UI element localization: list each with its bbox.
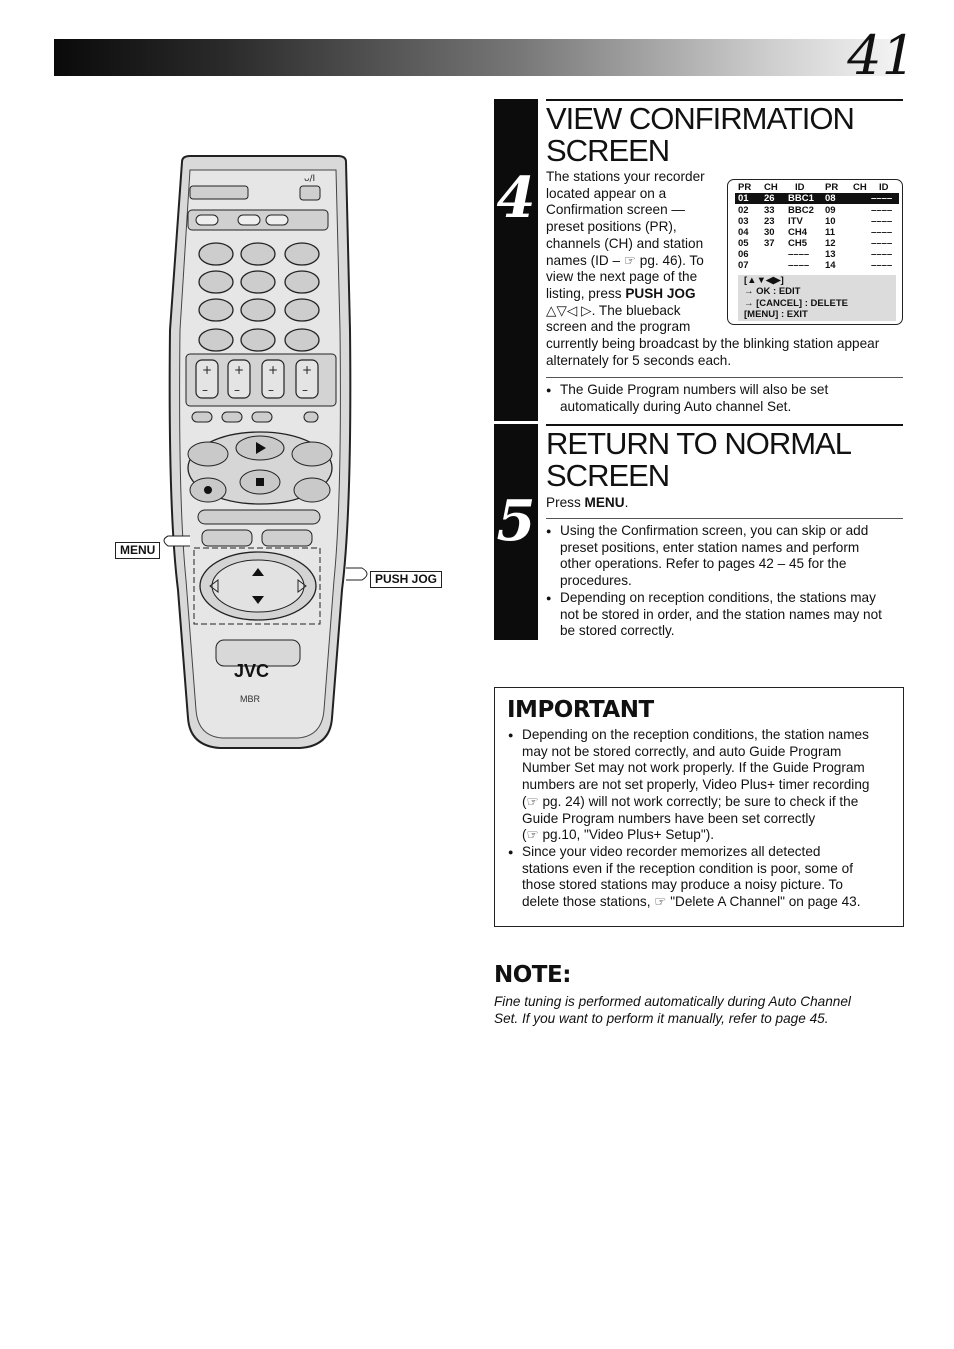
- svg-text:+: +: [234, 363, 245, 377]
- svg-text:+: +: [268, 363, 279, 377]
- osd-row: 04 30 CH4 11 ––––: [738, 227, 893, 238]
- step4-title: VIEW CONFIRMATION SCREEN: [546, 101, 854, 168]
- step5-number: 5: [496, 488, 536, 554]
- step4-bar: [494, 99, 538, 421]
- svg-text:+: +: [202, 363, 213, 377]
- step4-number: 4: [496, 165, 536, 231]
- step4-paragraph: The stations your recorder located appear on a Confirmation screen — preset positions (PR), channels (CH) and station names (ID – ☞ pg. 46). To view the next page of the listing, press PUSH JOG △▽◁ ▷. The blueback screen and the program: [546, 169, 705, 335]
- step4-divider: [546, 377, 903, 378]
- confirmation-screen: [727, 179, 903, 325]
- page-number: 41: [847, 24, 916, 87]
- svg-text:–: –: [302, 383, 308, 397]
- menu-callout-label: MENU: [115, 542, 160, 559]
- step5-bullets: ● Using the Confirmation screen, you can skip or add preset positions, enter station names and perform other operations. Refer to pages 42 – 45 for the procedures. ● Depending on reception conditions, the stations may not be stored in order, and the station names may not be stored correctly.: [546, 523, 906, 640]
- step4-bullet: ● The Guide Program numbers will also be set automatically during Auto channel Set.: [546, 382, 906, 415]
- svg-text:+: +: [302, 363, 313, 377]
- step5-title: RETURN TO NORMAL SCREEN: [546, 426, 851, 493]
- remote-sub-brand: MBR: [240, 694, 260, 704]
- important-title: IMPORTANT: [507, 697, 654, 723]
- osd-row: 02 33 BBC2 09 ––––: [738, 205, 893, 216]
- svg-text:–: –: [268, 383, 274, 397]
- push-jog-callout-label: PUSH JOG: [370, 571, 442, 588]
- remote-control-illustration: [110, 150, 460, 760]
- step5-divider: [546, 518, 903, 519]
- osd-header-row: PR CH ID PR CH ID: [738, 182, 889, 193]
- svg-text:–: –: [202, 383, 208, 397]
- remote-brand: JVC: [234, 661, 270, 681]
- osd-row: 06 –––– 13 ––––: [738, 249, 893, 260]
- note-text: Fine tuning is performed automatically during Auto Channel Set. If you want to perform it manually, refer to page 45.: [494, 994, 851, 1026]
- osd-row: 07 –––– 14 ––––: [738, 260, 893, 271]
- osd-row: 05 37 CH5 12 ––––: [738, 238, 893, 249]
- svg-text:–: –: [234, 383, 240, 397]
- step5-instruction: Press MENU.: [546, 495, 629, 510]
- osd-footer: [▲▼◀▶] → OK : EDIT → [CANCEL] : DELETE [MENU] : EXIT: [738, 275, 896, 321]
- osd-row: 01 26 BBC1 08 ––––: [735, 193, 899, 204]
- header-bar: [54, 39, 900, 76]
- important-bullets: ● Depending on the reception conditions, the station names may not be stored correctly, and auto Guide Program Number Set may not work properly. If the Guide Program numbers are not set properly, Video Plus+ timer recording (☞ pg. 24) will not work correctly; be sure to check if the Guide Program numbers have been set correctly (☞ pg.10, "Video Plus+ Setup"). ● Since your video recorder memorizes all detected stations even if the reception condition is poor, some of those stored stations may produce a noisy picture. To delete those stations, ☞ "Delete A Channel" on page 43.: [508, 727, 900, 911]
- svg-text:ᴗ/I: ᴗ/I: [304, 174, 316, 184]
- step4-paragraph-tail: currently being broadcast by the blinking station appear alternately for 5 seconds each.: [546, 336, 880, 368]
- osd-row: 03 23 ITV 10 ––––: [738, 216, 893, 227]
- note-title: NOTE:: [494, 962, 571, 988]
